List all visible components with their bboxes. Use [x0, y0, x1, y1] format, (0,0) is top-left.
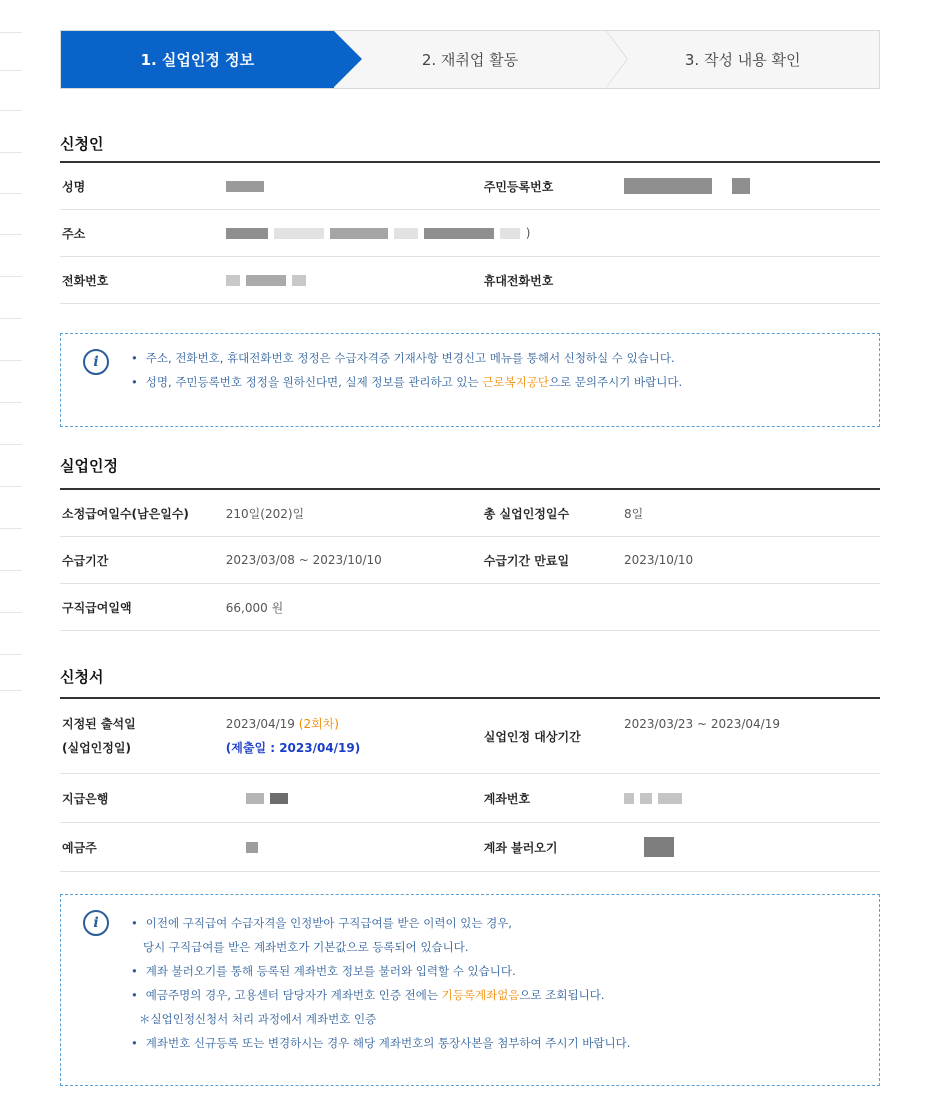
- notice-line: • 이전에 구직급여 수급자격을 인정받아 구직급여를 받은 이력이 있는 경우, 당시 구직급여를 받은 계좌번호가 기본값으로 등록되어 있습니다.: [131, 916, 512, 954]
- target-period-label: 실업인정 대상기간: [482, 698, 622, 774]
- unemployment-section-title: 실업인정: [60, 457, 118, 475]
- applicant-notice: [60, 333, 880, 427]
- account-label: 계좌번호: [482, 774, 622, 823]
- application-table: [60, 697, 880, 872]
- period-value: 2023/03/08 ~ 2023/10/10: [224, 537, 482, 584]
- step-3-label: 3. 작성 내용 확인: [684, 51, 801, 69]
- notice-line: • 계좌 불러오기를 통해 등록된 계좌번호 정보를 불러와 입력할 수 있습니다.: [131, 964, 516, 978]
- table-row: [60, 584, 880, 631]
- account-input[interactable]: [622, 774, 880, 823]
- table-row: [60, 823, 880, 872]
- bank-label: 지급은행: [60, 774, 224, 823]
- notice-line: • 예금주명의 경우, 고용센터 담당자가 계좌번호 인증 전에는 기등록계좌없음으로 조회됩니다.: [131, 988, 605, 1002]
- table-row: [60, 210, 880, 257]
- name-label: 성명: [60, 162, 224, 210]
- unemployment-table: [60, 488, 880, 631]
- address-label: 주소: [60, 210, 224, 257]
- rrn-value: [622, 162, 880, 210]
- step-1-label: 1. 실업인정 정보: [140, 51, 255, 69]
- target-period-value: 2023/03/23 ~ 2023/04/19: [622, 698, 880, 774]
- total-days-label: 총 실업인정일수: [482, 489, 622, 537]
- step-1[interactable]: [61, 31, 334, 88]
- account-notice: [60, 894, 880, 1086]
- expire-label: 수급기간 만료일: [482, 537, 622, 584]
- attend-label: 지정된 출석일 (실업인정일): [60, 698, 224, 774]
- step-3[interactable]: [606, 31, 879, 88]
- step-indicator: [60, 30, 880, 89]
- info-icon: i: [83, 349, 109, 375]
- name-value: [224, 162, 482, 210]
- load-account-button[interactable]: [622, 823, 880, 872]
- step-2-label: 2. 재취업 활동: [421, 51, 519, 69]
- address-value: ): [224, 210, 880, 257]
- table-row: [60, 257, 880, 304]
- bank-value[interactable]: [224, 774, 482, 823]
- period-label: 수급기간: [60, 537, 224, 584]
- expire-value: 2023/10/10: [622, 537, 880, 584]
- notice-line: ＊실업인정신청서 처리 과정에서 계좌번호 인증: [139, 1012, 377, 1026]
- main-content: [60, 30, 880, 1050]
- holder-value: [224, 823, 482, 872]
- notice-line: • 계좌번호 신규등록 또는 변경하시는 경우 해당 계좌번호의 통장사본을 첨부하여 주시기 바랍니다.: [131, 1036, 631, 1050]
- notice-line: • 성명, 주민등록번호 정정을 원하신다면, 실제 정보를 관리하고 있는 근로복지공단으로 문의주시기 바랍니다.: [131, 375, 683, 389]
- table-row: [60, 698, 880, 774]
- days-label: 소정급여일수(남은일수): [60, 489, 224, 537]
- load-account-label: 계좌 불러오기: [482, 823, 622, 872]
- welfare-agency-link[interactable]: 근로복지공단: [482, 375, 549, 389]
- mobile-label: 휴대전화번호: [482, 257, 622, 304]
- daily-amount-label: 구직급여일액: [60, 584, 224, 631]
- application-section-title: 신청서: [60, 668, 104, 686]
- info-icon: i: [83, 910, 109, 936]
- phone-label: 전화번호: [60, 257, 224, 304]
- phone-value: [224, 257, 482, 304]
- daily-amount-value: 66,000 원: [224, 584, 482, 631]
- applicant-table: [60, 161, 880, 304]
- days-value: 210일(202)일: [224, 489, 482, 537]
- mobile-value: [622, 257, 880, 304]
- table-row: [60, 774, 880, 823]
- applicant-section-title: 신청인: [60, 135, 104, 153]
- table-row: [60, 489, 880, 537]
- total-days-value: 8일: [622, 489, 880, 537]
- step-2[interactable]: [334, 31, 607, 88]
- attend-value: 2023/04/19 (2회차) (제출일 : 2023/04/19): [224, 698, 482, 774]
- notice-line: • 주소, 전화번호, 휴대전화번호 정정은 수급자격증 기재사항 변경신고 메뉴를 통해서 신청하실 수 있습니다.: [131, 351, 675, 365]
- table-row: [60, 537, 880, 584]
- rrn-label: 주민등록번호: [482, 162, 622, 210]
- holder-label: 예금주: [60, 823, 224, 872]
- table-row: [60, 162, 880, 210]
- left-frame-lines: [0, 0, 22, 700]
